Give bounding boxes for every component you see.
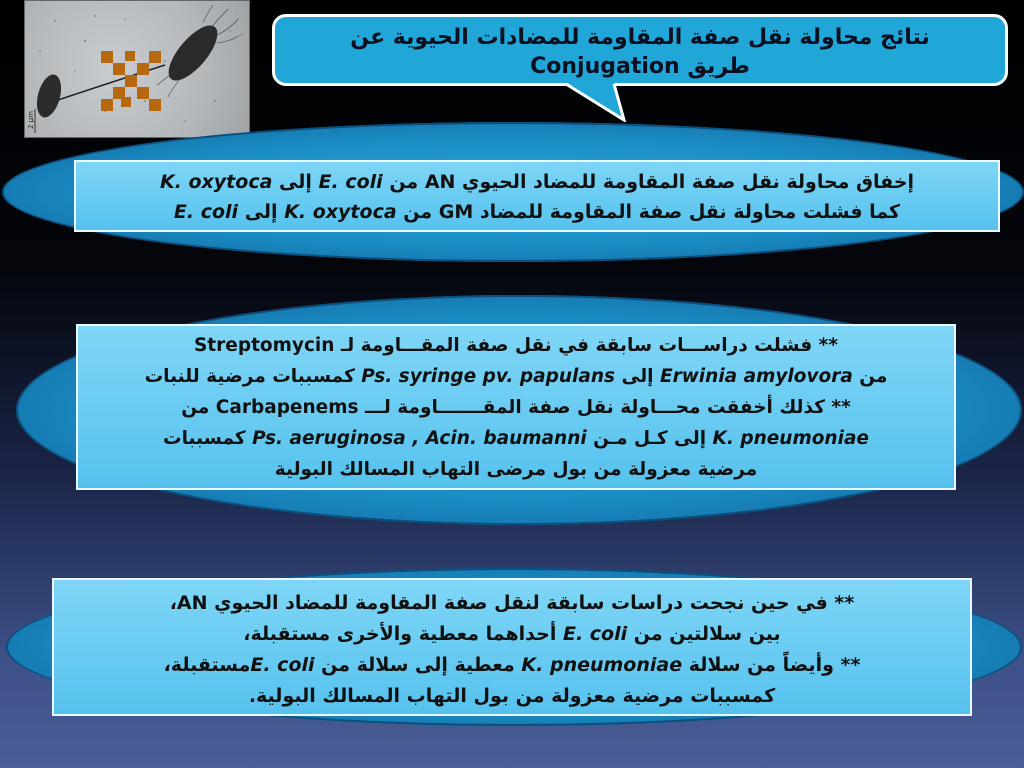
box1-line-1: إخفاق محاولة نقل صفة المقاومة للمضاد الحيوي AN من E. coli إلى K. oxytoca bbox=[159, 171, 915, 193]
conjugation-micrograph bbox=[24, 0, 250, 138]
box2-line-3: ** كذلك أخفقت محـــاولة نقل صفة المقـــــــاومة لـــ Carbapenems من bbox=[181, 397, 851, 418]
box2-line-5: مرضية معزولة من بول مرضى التهاب المسالك البولية bbox=[274, 459, 758, 480]
callout-tail bbox=[560, 80, 640, 122]
title-line-1: نتائج محاولة نقل صفة المقاومة للمضادات الحيوية عن bbox=[350, 25, 930, 50]
box3-line-3: ** وأيضاً من سلالة K. pneumoniae معطية إلى سلالة من E. coliمستقبلة، bbox=[163, 654, 861, 676]
result-box-2 bbox=[76, 324, 956, 490]
title-line-2: طريق Conjugation bbox=[530, 54, 750, 79]
result-box-3 bbox=[52, 578, 972, 716]
box2-line-4: K. pneumoniae إلى كـل مـن Ps. aeruginosa , Acin. baumanni كمسببات bbox=[163, 428, 869, 449]
box1-line-2: كما فشلت محاولة نقل صفة المقاومة للمضاد GM من K. oxytoca إلى E. coli bbox=[173, 201, 901, 223]
bacteria-illustration bbox=[25, 1, 249, 137]
box3-line-4: كمسببات مرضية معزولة من بول التهاب المسالك البولية. bbox=[248, 685, 776, 707]
box3-line-2: بين سلالتين من E. coli أحداهما معطية والأخرى مستقبلة، bbox=[243, 623, 781, 645]
result-box-1 bbox=[74, 160, 1000, 232]
box2-line-2: من Erwinia amylovora إلى Ps. syringe pv. papulans كمسببات مرضية للنبات bbox=[144, 366, 888, 387]
scale-label: 2 µm bbox=[27, 111, 35, 129]
title-callout bbox=[272, 14, 1008, 86]
cross-mark-icon bbox=[101, 51, 161, 111]
box2-line-1: ** فشلت دراســـات سابقة في نقل صفة المقـــاومة لـ Streptomycin bbox=[193, 335, 839, 356]
box3-line-1: ** في حين نجحت دراسات سابقة لنقل صفة المقاومة للمضاد الحيوي AN، bbox=[169, 592, 855, 614]
